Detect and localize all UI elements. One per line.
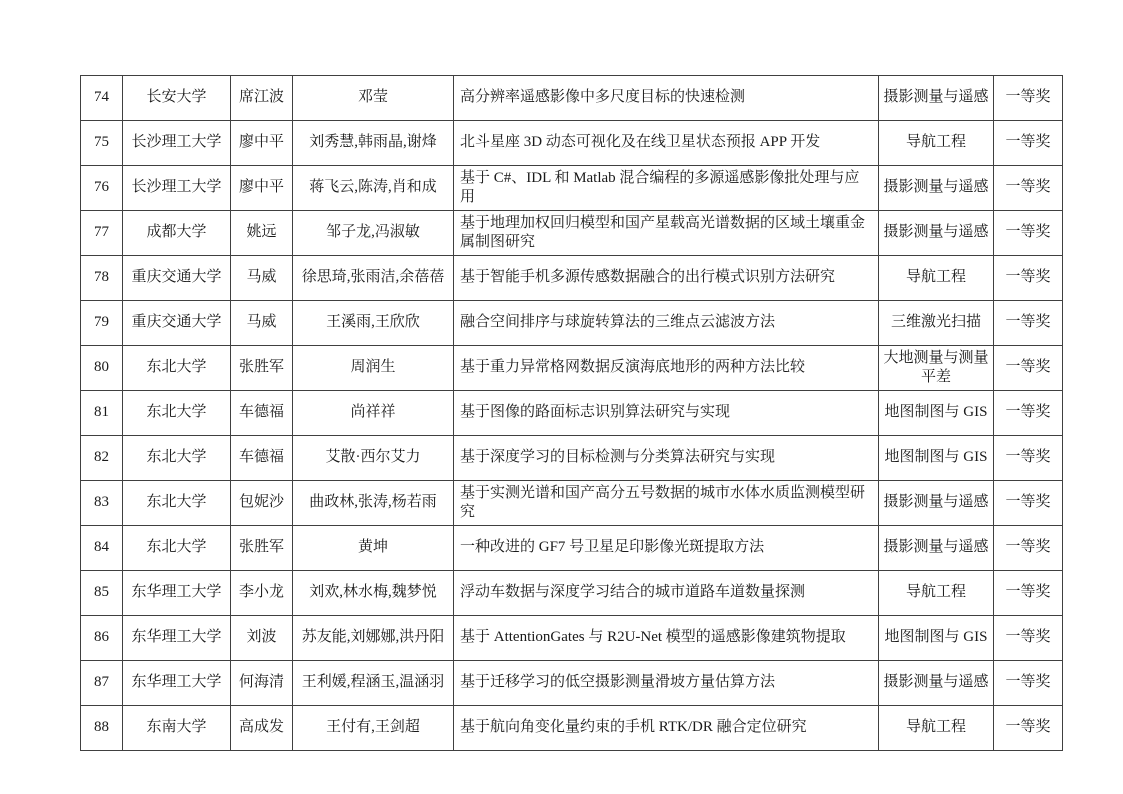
cell-no: 74 [81, 76, 123, 121]
cell-students: 王付有,王剑超 [293, 706, 454, 751]
cell-no: 81 [81, 391, 123, 436]
table-row [81, 76, 1063, 121]
cell-university: 东北大学 [123, 436, 231, 481]
cell-award: 一等奖 [994, 76, 1063, 121]
cell-no: 76 [81, 166, 123, 211]
cell-students: 刘欢,林水梅,魏梦悦 [293, 571, 454, 616]
cell-university: 长沙理工大学 [123, 121, 231, 166]
cell-university: 东华理工大学 [123, 616, 231, 661]
cell-university: 东北大学 [123, 526, 231, 571]
cell-university: 重庆交通大学 [123, 256, 231, 301]
cell-category: 地图制图与 GIS [879, 616, 994, 661]
cell-award: 一等奖 [994, 706, 1063, 751]
cell-award: 一等奖 [994, 391, 1063, 436]
cell-students: 蒋飞云,陈涛,肖和成 [293, 166, 454, 211]
cell-category: 摄影测量与遥感 [879, 481, 994, 526]
cell-university: 东南大学 [123, 706, 231, 751]
cell-university: 东北大学 [123, 481, 231, 526]
cell-no: 80 [81, 346, 123, 391]
cell-category: 摄影测量与遥感 [879, 661, 994, 706]
cell-advisor: 高成发 [231, 706, 293, 751]
cell-students: 徐思琦,张雨洁,余蓓蓓 [293, 256, 454, 301]
cell-category: 导航工程 [879, 121, 994, 166]
cell-advisor: 车德福 [231, 391, 293, 436]
cell-title: 基于 C#、IDL 和 Matlab 混合编程的多源遥感影像批处理与应用 [454, 166, 879, 211]
cell-students: 曲政林,张涛,杨若雨 [293, 481, 454, 526]
cell-advisor: 廖中平 [231, 166, 293, 211]
table-row [81, 616, 1063, 661]
cell-award: 一等奖 [994, 346, 1063, 391]
table-row [81, 301, 1063, 346]
cell-category: 地图制图与 GIS [879, 391, 994, 436]
cell-no: 88 [81, 706, 123, 751]
cell-students: 苏友能,刘娜娜,洪丹阳 [293, 616, 454, 661]
table-row [81, 661, 1063, 706]
table-row [81, 391, 1063, 436]
cell-title: 北斗星座 3D 动态可视化及在线卫星状态预报 APP 开发 [454, 121, 879, 166]
table-row [81, 526, 1063, 571]
cell-no: 83 [81, 481, 123, 526]
cell-award: 一等奖 [994, 571, 1063, 616]
cell-no: 87 [81, 661, 123, 706]
cell-university: 东华理工大学 [123, 661, 231, 706]
cell-title: 基于重力异常格网数据反演海底地形的两种方法比较 [454, 346, 879, 391]
cell-category: 摄影测量与遥感 [879, 211, 994, 256]
cell-title: 基于地理加权回归模型和国产星载高光谱数据的区域土壤重金属制图研究 [454, 211, 879, 256]
cell-university: 重庆交通大学 [123, 301, 231, 346]
cell-advisor: 车德福 [231, 436, 293, 481]
cell-category: 摄影测量与遥感 [879, 526, 994, 571]
cell-title: 基于深度学习的目标检测与分类算法研究与实现 [454, 436, 879, 481]
table-row [81, 481, 1063, 526]
cell-award: 一等奖 [994, 256, 1063, 301]
cell-award: 一等奖 [994, 526, 1063, 571]
cell-award: 一等奖 [994, 436, 1063, 481]
cell-title: 浮动车数据与深度学习结合的城市道路车道数量探测 [454, 571, 879, 616]
cell-advisor: 李小龙 [231, 571, 293, 616]
cell-advisor: 何海清 [231, 661, 293, 706]
cell-students: 刘秀慧,韩雨晶,谢烽 [293, 121, 454, 166]
cell-category: 摄影测量与遥感 [879, 76, 994, 121]
cell-award: 一等奖 [994, 301, 1063, 346]
cell-no: 78 [81, 256, 123, 301]
cell-category: 导航工程 [879, 256, 994, 301]
cell-university: 东北大学 [123, 346, 231, 391]
cell-advisor: 马威 [231, 256, 293, 301]
cell-advisor: 包妮沙 [231, 481, 293, 526]
cell-category: 导航工程 [879, 706, 994, 751]
cell-title: 基于迁移学习的低空摄影测量滑坡方量估算方法 [454, 661, 879, 706]
cell-students: 黄坤 [293, 526, 454, 571]
cell-advisor: 张胜军 [231, 526, 293, 571]
cell-students: 王溪雨,王欣欣 [293, 301, 454, 346]
table-row [81, 436, 1063, 481]
cell-title: 基于图像的路面标志识别算法研究与实现 [454, 391, 879, 436]
cell-students: 艾散·西尔艾力 [293, 436, 454, 481]
cell-award: 一等奖 [994, 121, 1063, 166]
cell-advisor: 张胜军 [231, 346, 293, 391]
cell-title: 基于智能手机多源传感数据融合的出行模式识别方法研究 [454, 256, 879, 301]
cell-advisor: 刘波 [231, 616, 293, 661]
cell-university: 成都大学 [123, 211, 231, 256]
cell-category: 导航工程 [879, 571, 994, 616]
table-row [81, 346, 1063, 391]
cell-university: 东北大学 [123, 391, 231, 436]
table-row [81, 706, 1063, 751]
cell-title: 一种改进的 GF7 号卫星足印影像光斑提取方法 [454, 526, 879, 571]
cell-university: 东华理工大学 [123, 571, 231, 616]
cell-advisor: 马威 [231, 301, 293, 346]
cell-students: 邓莹 [293, 76, 454, 121]
cell-students: 尚祥祥 [293, 391, 454, 436]
cell-category: 摄影测量与遥感 [879, 166, 994, 211]
table-row [81, 211, 1063, 256]
cell-advisor: 姚远 [231, 211, 293, 256]
awards-table [80, 75, 1063, 751]
cell-no: 84 [81, 526, 123, 571]
cell-students: 邹子龙,冯淑敏 [293, 211, 454, 256]
cell-advisor: 席江波 [231, 76, 293, 121]
cell-title: 基于航向角变化量约束的手机 RTK/DR 融合定位研究 [454, 706, 879, 751]
cell-title: 高分辨率遥感影像中多尺度目标的快速检测 [454, 76, 879, 121]
table-row [81, 571, 1063, 616]
cell-category: 大地测量与测量平差 [879, 346, 994, 391]
table-row [81, 121, 1063, 166]
cell-advisor: 廖中平 [231, 121, 293, 166]
cell-title: 基于 AttentionGates 与 R2U-Net 模型的遥感影像建筑物提取 [454, 616, 879, 661]
cell-award: 一等奖 [994, 661, 1063, 706]
awards-table-body [81, 76, 1063, 751]
cell-students: 王利媛,程涵玉,温涵羽 [293, 661, 454, 706]
cell-title: 基于实测光谱和国产高分五号数据的城市水体水质监测模型研究 [454, 481, 879, 526]
cell-no: 77 [81, 211, 123, 256]
cell-award: 一等奖 [994, 166, 1063, 211]
cell-category: 地图制图与 GIS [879, 436, 994, 481]
cell-no: 75 [81, 121, 123, 166]
table-row [81, 166, 1063, 211]
table-row [81, 256, 1063, 301]
cell-category: 三维激光扫描 [879, 301, 994, 346]
cell-no: 82 [81, 436, 123, 481]
cell-no: 85 [81, 571, 123, 616]
cell-no: 86 [81, 616, 123, 661]
cell-university: 长安大学 [123, 76, 231, 121]
cell-no: 79 [81, 301, 123, 346]
cell-award: 一等奖 [994, 211, 1063, 256]
cell-title: 融合空间排序与球旋转算法的三维点云滤波方法 [454, 301, 879, 346]
cell-award: 一等奖 [994, 616, 1063, 661]
cell-university: 长沙理工大学 [123, 166, 231, 211]
cell-students: 周润生 [293, 346, 454, 391]
cell-award: 一等奖 [994, 481, 1063, 526]
